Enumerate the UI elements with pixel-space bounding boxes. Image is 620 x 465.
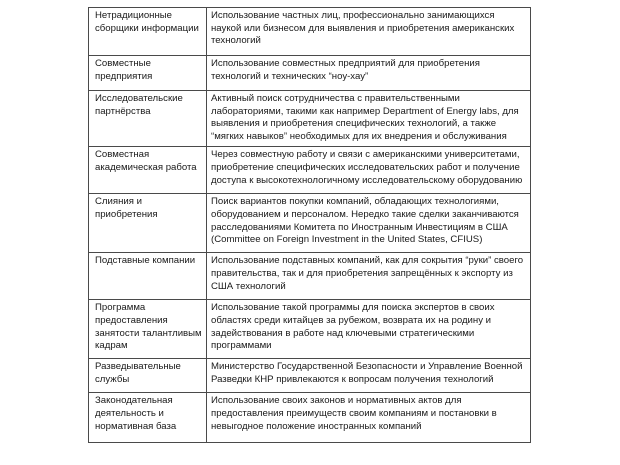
table-row — [89, 253, 531, 300]
row-description: Использование совместных предприятий для приобретения технологий и технических “ноу-хау” — [207, 56, 531, 91]
row-description: Министерство Государственной Безопасности и Управление Военной Разведки КНР привлекаются к вопросам получения технологий — [207, 359, 531, 393]
table-row — [89, 8, 531, 56]
row-description: Использование частных лиц, профессионально занимающихся наукой или бизнесом для выявления и приобретения американских технологий — [207, 8, 531, 56]
table-row — [89, 300, 531, 359]
table-row — [89, 359, 531, 393]
methods-table — [88, 7, 531, 443]
row-description: Использование такой программы для поиска экспертов в своих областях среди китайцев за рубежом, возврата их на родину и задействования в работе над ключевыми стратегическими программами — [207, 300, 531, 359]
table-row — [89, 91, 531, 147]
row-label: Программа предоставления занятости талантливым кадрам — [89, 300, 207, 359]
row-label: Разведывательные службы — [89, 359, 207, 393]
row-label: Нетрадиционные сборщики информации — [89, 8, 207, 56]
row-label: Законодательная деятельность и нормативная база — [89, 393, 207, 443]
row-description: Активный поиск сотрудничества с правительственными лабораториями, такими как например Department of Energy labs, для выявления и приобретения специфических технологий, а также “мягких навыков” необходимых для их внедрения и обслуживания — [207, 91, 531, 147]
table-row — [89, 194, 531, 253]
table-row — [89, 393, 531, 443]
table-row — [89, 147, 531, 194]
row-description: Использование своих законов и нормативных актов для предоставления преимуществ своим компаниям и постановки в невыгодное положение иностранных компаний — [207, 393, 531, 443]
row-label: Подставные компании — [89, 253, 207, 300]
document-table-container — [88, 7, 530, 443]
row-label: Слияния и приобретения — [89, 194, 207, 253]
row-label: Исследовательские партнёрства — [89, 91, 207, 147]
row-label: Совместные предприятия — [89, 56, 207, 91]
row-description: Использование подставных компаний, как для сокрытия “руки” своего правительства, так и для приобретения запрещённых к экспорту из США технологий — [207, 253, 531, 300]
row-description: Через совместную работу и связи с американскими университетами, приобретение специфических исследовательских работ и получение доступа к высокотехнологичному исследовательскому оборудованию — [207, 147, 531, 194]
table-row — [89, 56, 531, 91]
row-label: Совместная академическая работа — [89, 147, 207, 194]
row-description: Поиск вариантов покупки компаний, обладающих технологиями, оборудованием и персоналом. Нередко такие сделки заканчиваются расследованиями Комитета по Иностранным Инвестициям в США (Committee on Foreign Investment in the United States, CFIUS) — [207, 194, 531, 253]
